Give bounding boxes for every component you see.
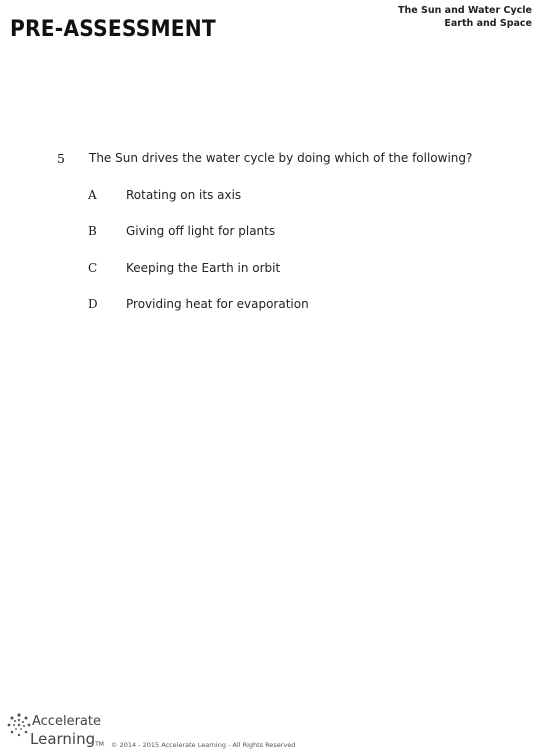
question-number: 5 (57, 151, 65, 166)
question-text: The Sun drives the water cycle by doing which of the following? (89, 151, 473, 165)
logo-text-learning: Learning (30, 730, 96, 748)
logo-text-line1: Accelerate (32, 714, 101, 729)
answer-option-a[interactable] (0, 188, 540, 208)
answer-option-d[interactable] (0, 297, 540, 317)
option-text: Providing heat for evaporation (126, 297, 309, 311)
topic-header (398, 4, 532, 30)
strand-title: Earth and Space (444, 18, 532, 29)
option-letter: A (88, 188, 97, 202)
option-text: Keeping the Earth in orbit (126, 261, 281, 275)
answer-option-b[interactable] (0, 224, 540, 244)
option-letter: B (88, 224, 97, 238)
copyright-notice: © 2014 - 2015 Accelerate Learning - All Rights Reserved (111, 741, 296, 749)
option-letter: C (88, 261, 98, 275)
page-title: PRE-ASSESSMENT (10, 17, 216, 42)
accelerate-learning-logo (6, 708, 116, 752)
option-letter: D (88, 297, 98, 311)
unit-title: The Sun and Water Cycle (398, 5, 532, 16)
trademark-mark: TM (95, 741, 104, 748)
answer-option-c[interactable] (0, 261, 540, 281)
sunburst-dots-icon (6, 712, 32, 738)
option-text: Giving off light for plants (126, 224, 276, 238)
option-text: Rotating on its axis (126, 188, 242, 202)
logo-text-line2 (30, 730, 104, 748)
